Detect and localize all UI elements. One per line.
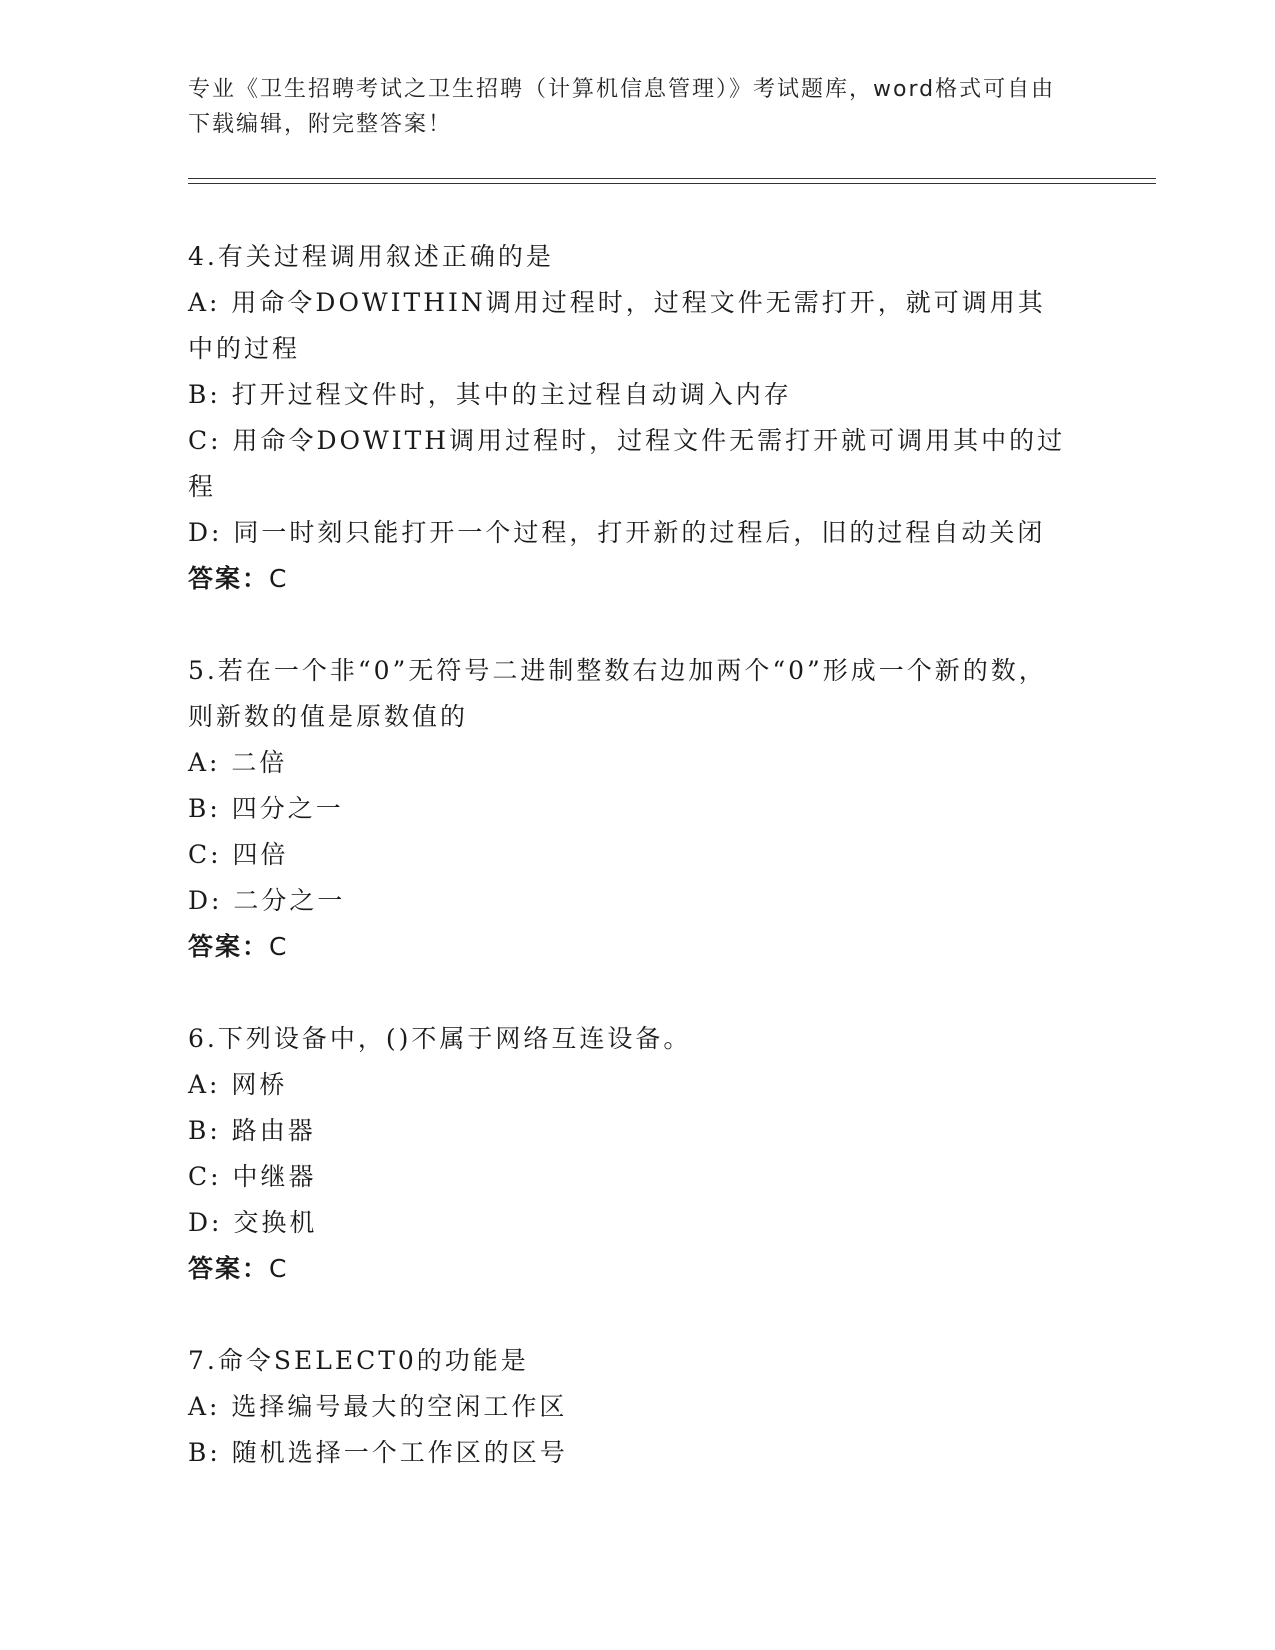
question-7: [188, 1338, 1068, 1476]
answer-line: [188, 924, 1068, 970]
question-stem: 5.若在一个非“0”无符号二进制整数右边加两个“0”形成一个新的数，则新数的值是原数值的: [188, 656, 1047, 731]
question-stem: 4.有关过程调用叙述正确的是: [188, 242, 554, 271]
option-a: A: 用命令DOWITHIN调用过程时，过程文件无需打开，就可调用其中的过程: [188, 288, 1046, 363]
option-b: B: 四分之一: [188, 794, 344, 823]
option-b: B: 路由器: [188, 1116, 316, 1145]
option-a: A: 二倍: [188, 748, 288, 777]
option-c: C: 中继器: [188, 1162, 317, 1191]
option-b: B: 打开过程文件时，其中的主过程自动调入内存: [188, 380, 792, 409]
option-a: A: 选择编号最大的空闲工作区: [188, 1392, 568, 1421]
answer-label: 答案：: [188, 932, 270, 961]
question-stem: 7.命令SELECT0的功能是: [188, 1346, 529, 1375]
option-b: B: 随机选择一个工作区的区号: [188, 1438, 568, 1467]
header-rule-bottom: [188, 183, 1156, 184]
option-d: D: 二分之一: [188, 886, 346, 915]
answer-line: [188, 1246, 1068, 1292]
option-c: C: 用命令DOWITH调用过程时，过程文件无需打开就可调用其中的过程: [188, 426, 1066, 501]
answer-label: 答案：: [188, 1254, 270, 1283]
answer-line: [188, 556, 1068, 602]
question-4: [188, 234, 1068, 602]
answer-value: C: [269, 932, 289, 961]
answer-value: C: [269, 1254, 289, 1283]
answer-label: 答案：: [188, 564, 270, 593]
question-5: [188, 648, 1068, 970]
question-6: [188, 1016, 1068, 1292]
option-d: D: 交换机: [188, 1208, 318, 1237]
document-header: 专业《卫生招聘考试之卫生招聘（计算机信息管理）》考试题库，word格式可自由下载编辑，附完整答案！: [188, 77, 1056, 137]
header-rule-top: [188, 178, 1156, 179]
option-a: A: 网桥: [188, 1070, 288, 1099]
answer-value: C: [269, 564, 289, 593]
question-stem: 6.下列设备中，()不属于网络互连设备。: [188, 1024, 692, 1053]
question-list: [188, 234, 1068, 1522]
option-d: D: 同一时刻只能打开一个过程，打开新的过程后，旧的过程自动关闭: [188, 518, 1046, 547]
option-c: C: 四倍: [188, 840, 289, 869]
